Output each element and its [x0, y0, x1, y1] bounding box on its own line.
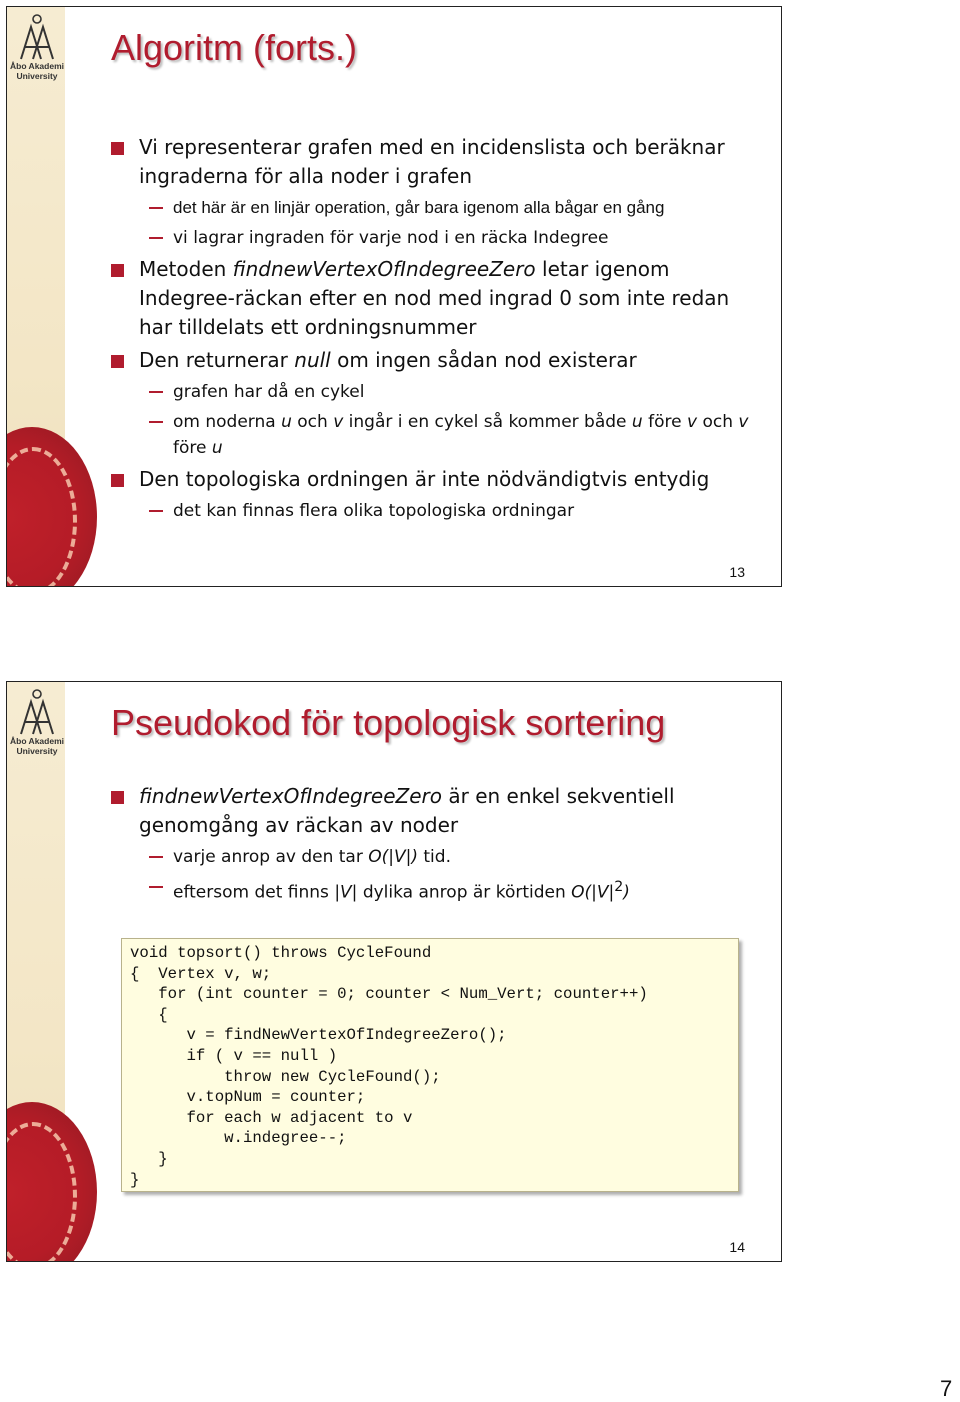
code-line: }: [130, 1170, 140, 1189]
sub-bullet-1: [111, 844, 761, 870]
bullet-text-post: om ingen sådan nod existerar: [330, 348, 637, 372]
code-line: w.indegree--;: [130, 1129, 347, 1148]
sub-bullet-text: det här är en linjär operation, går bara igenom alla bågar en gång: [173, 198, 665, 217]
slide-number: 13: [729, 564, 745, 580]
sub-bullet-5: [111, 498, 761, 524]
sub-bullet-text: vi lagrar ingraden för varje nod i en räcka Indegree: [173, 228, 609, 248]
bullet-square-icon: [111, 142, 124, 155]
text: och: [697, 412, 739, 432]
text: före: [642, 412, 687, 432]
bullet-4: [111, 465, 761, 494]
code-line: v = findNewVertexOfIndegreeZero();: [130, 1026, 507, 1045]
bullet-square-icon: [111, 355, 124, 368]
university-logo: [9, 13, 65, 81]
code-line: for each w adjacent to v: [130, 1108, 413, 1127]
vertex-count: |V|: [334, 882, 358, 903]
method-name: findnewVertexOfIndegreeZero: [139, 784, 442, 808]
slide-14: [6, 681, 782, 1262]
dash-icon: [149, 391, 163, 393]
code-line: v.topNum = counter;: [130, 1088, 366, 1107]
text: dylika anrop är körtiden: [357, 882, 572, 903]
sub-bullet-3: [111, 379, 761, 405]
slide-13: [6, 6, 782, 587]
dash-icon: [149, 856, 163, 858]
code-line: }: [130, 1149, 168, 1168]
dash-icon: [149, 207, 163, 209]
logo-line1: Åbo Akademi: [9, 61, 64, 71]
university-logo: [9, 688, 65, 756]
bullet-1: [111, 782, 761, 840]
logo-line1: Åbo Akademi: [9, 736, 64, 746]
sub-bullet-2: [111, 225, 761, 251]
bullet-1: [111, 133, 761, 191]
slide-title: Algoritm (forts.): [111, 27, 358, 68]
page-number: 7: [940, 1376, 953, 1401]
code-line: { Vertex v, w;: [130, 964, 272, 983]
code-line: if ( v == null ): [130, 1046, 338, 1065]
bullet-2: [111, 255, 761, 342]
sub-bullet-4: [111, 409, 761, 461]
aa-logo-icon: [15, 13, 59, 61]
var-u: u: [631, 412, 643, 432]
bullet-text-pre: Den returnerar: [139, 348, 295, 372]
bullet-text: Den topologiska ordningen är inte nödvändigtvis entydig: [139, 467, 710, 491]
var-v: v: [686, 412, 698, 432]
code-line: void topsort() throws CycleFound: [130, 944, 432, 962]
sidebar-decoration: [7, 682, 65, 1261]
dash-icon: [149, 237, 163, 239]
var-v: v: [333, 412, 344, 432]
text: eftersom det finns: [173, 882, 335, 903]
bullet-square-icon: [111, 791, 124, 804]
text: ingår i en cykel så kommer både: [343, 412, 632, 432]
slide-number: 14: [729, 1239, 745, 1255]
exponent: 2: [614, 879, 624, 895]
slide-body: [111, 133, 761, 528]
sub-bullet-2: [111, 874, 761, 906]
bullet-text-post: letar igenom Indegree-räckan efter en nod med ingrad 0 som inte redan har tilldelats ett ordningsnummer: [139, 257, 730, 339]
dash-icon: [149, 886, 163, 888]
code-line: for (int counter = 0; counter < Num_Vert; counter++): [130, 985, 648, 1004]
bullet-text-post: är en enkel sekventiell genomgång av räckan av noder: [139, 784, 675, 837]
var-u: u: [211, 438, 223, 458]
slide-title: Pseudokod för topologisk sortering: [111, 702, 666, 743]
text: varje anrop av den tar: [173, 847, 369, 867]
sub-bullet-text: grafen har då en cykel: [173, 382, 365, 402]
dash-icon: [149, 421, 163, 423]
logo-line2: University: [16, 71, 58, 81]
sub-bullet-text: det kan finnas flera olika topologiska ordningar: [173, 501, 575, 521]
null-keyword: null: [294, 348, 331, 372]
code-line: {: [130, 1005, 168, 1024]
sub-bullet-1: [111, 195, 761, 221]
slide-body: [111, 782, 761, 910]
logo-line2: University: [16, 746, 58, 756]
complexity: O(|V|): [368, 847, 418, 867]
complexity-end: ): [623, 882, 630, 903]
bullet-text-pre: Metoden: [139, 257, 233, 281]
dash-icon: [149, 510, 163, 512]
var-v: v: [738, 412, 749, 432]
bullet-square-icon: [111, 474, 124, 487]
code-block: [121, 938, 739, 1192]
complexity: O(|V|: [571, 882, 615, 903]
method-name: findnewVertexOfIndegreeZero: [232, 257, 536, 281]
code-line: throw new CycleFound();: [130, 1067, 441, 1086]
aa-logo-icon: [15, 688, 59, 736]
text: tid.: [417, 847, 451, 867]
bullet-3: [111, 346, 761, 375]
bullet-square-icon: [111, 264, 124, 277]
text: om noderna: [173, 412, 282, 432]
var-u: u: [281, 412, 292, 432]
text: före: [173, 438, 212, 458]
text: och: [291, 412, 334, 432]
bullet-text: Vi representerar grafen med en incidenslista och beräknar ingraderna för alla noder i grafen: [139, 135, 725, 188]
sidebar-decoration: [7, 7, 65, 586]
